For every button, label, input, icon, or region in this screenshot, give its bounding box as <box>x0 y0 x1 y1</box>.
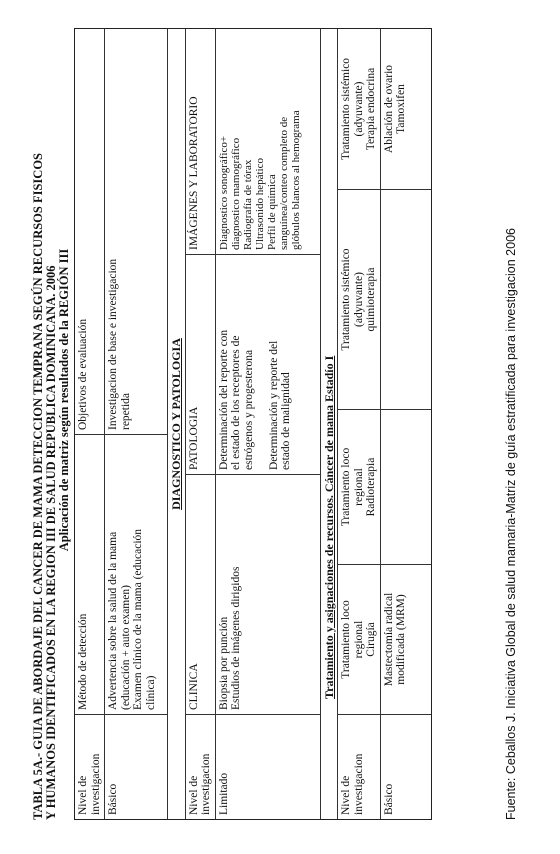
diagnosis-header-level: Nivel de investigacion <box>186 714 215 819</box>
treatment-header-row <box>338 29 381 819</box>
detection-level: Básico <box>105 714 167 819</box>
treatment-header-quimioterapia: Tratamiento sistémico (adyuvante) quimioterapia <box>338 189 380 409</box>
treatment-cirugia: Mastectomía radical modificada (MRM) <box>381 564 431 714</box>
diagnosis-section-title: DIAGNOSTICO Y PATOLOGIA <box>169 338 183 510</box>
diagnosis-header-clinica: CLINICA <box>186 474 215 714</box>
diagnosis-header-imagenes: IMÁGENES Y LABORATORIO <box>187 96 200 250</box>
diagnosis-patologia: Determinación del reporte con el estado de los receptores de estrógenos y progesterona Determinación y reporte del estado de malignidad <box>216 254 320 474</box>
treatment-header-endocrina: Tratamiento sistémico (adyuvante) Terapia endocrina <box>340 57 377 161</box>
detection-header-row <box>75 29 105 819</box>
table-title <box>32 20 71 820</box>
treatment-header-level: Nivel de investigacion <box>338 714 380 819</box>
diagnosis-section-row <box>168 29 186 819</box>
treatment-section-title: Tratamiento y asignaciones de recursos. Cáncer de mama Estadío I <box>321 355 336 699</box>
diagnosis-imagenes: Diagnostico sonográfico+ diagnostico mamográfico Radiografía de tórax Ultrasonido hepático Perfil de química sanguínea/conteo completo de glóbulos blancos al hemograma <box>217 110 302 250</box>
title-line-2: Y HUMANOS IDENTIFICADOS EN LA REGION III DE SALUD REPUBLICA DOMINICANA. 2006 <box>44 265 58 820</box>
detection-row <box>105 29 168 819</box>
diagnosis-clinica: Biopsia por punción Estudios de imágenes dirigidos <box>216 474 320 714</box>
treatment-header-cirugia: Tratamiento loco regional Cirugía <box>338 564 380 714</box>
treatment-level: Básico <box>381 714 431 819</box>
guide-table <box>74 28 432 820</box>
treatment-row <box>381 29 431 819</box>
source-note: Fuente: Ceballos J. Iniciativa Global de salud mamaria-Matriz de guía estratificada para investigacion 2006 <box>504 228 518 820</box>
diagnosis-header-patologia: PATOLOGIA <box>186 254 215 474</box>
detection-header-level: Nivel de investigacion <box>75 714 104 819</box>
treatment-header-radioterapia: Tratamiento loco regional Radioterapia <box>338 409 380 564</box>
title-line-1: TABLA 5A.- GUIA DE ABORDAJE DEL CANCER DE MAMA DETECCION TEMPRANA SEGÚN RECURSOS FISICOS <box>31 153 45 820</box>
detection-header-method: Método de detección <box>75 434 104 714</box>
diagnosis-header-row <box>186 29 216 819</box>
treatment-quimioterapia <box>381 189 431 409</box>
diagnosis-row <box>216 29 321 819</box>
diagnosis-level: Limitado <box>216 714 320 819</box>
title-line-3: Aplicación de matriz según resultados de la REGIÓN III <box>57 248 71 552</box>
detection-header-objectives: Objetivos de evaluación <box>77 318 89 430</box>
detection-method: Advertencia sobre la salud de la mama (educación + auto examen) Examen clínico de la mama (educación clínica) <box>105 434 167 714</box>
treatment-radioterapia <box>381 409 431 564</box>
treatment-section-row <box>321 29 339 819</box>
detection-objectives: Investigacion de base e investigacion repetida <box>107 258 132 430</box>
treatment-endocrina: Ablación de ovario Tamoxifen <box>382 64 407 154</box>
